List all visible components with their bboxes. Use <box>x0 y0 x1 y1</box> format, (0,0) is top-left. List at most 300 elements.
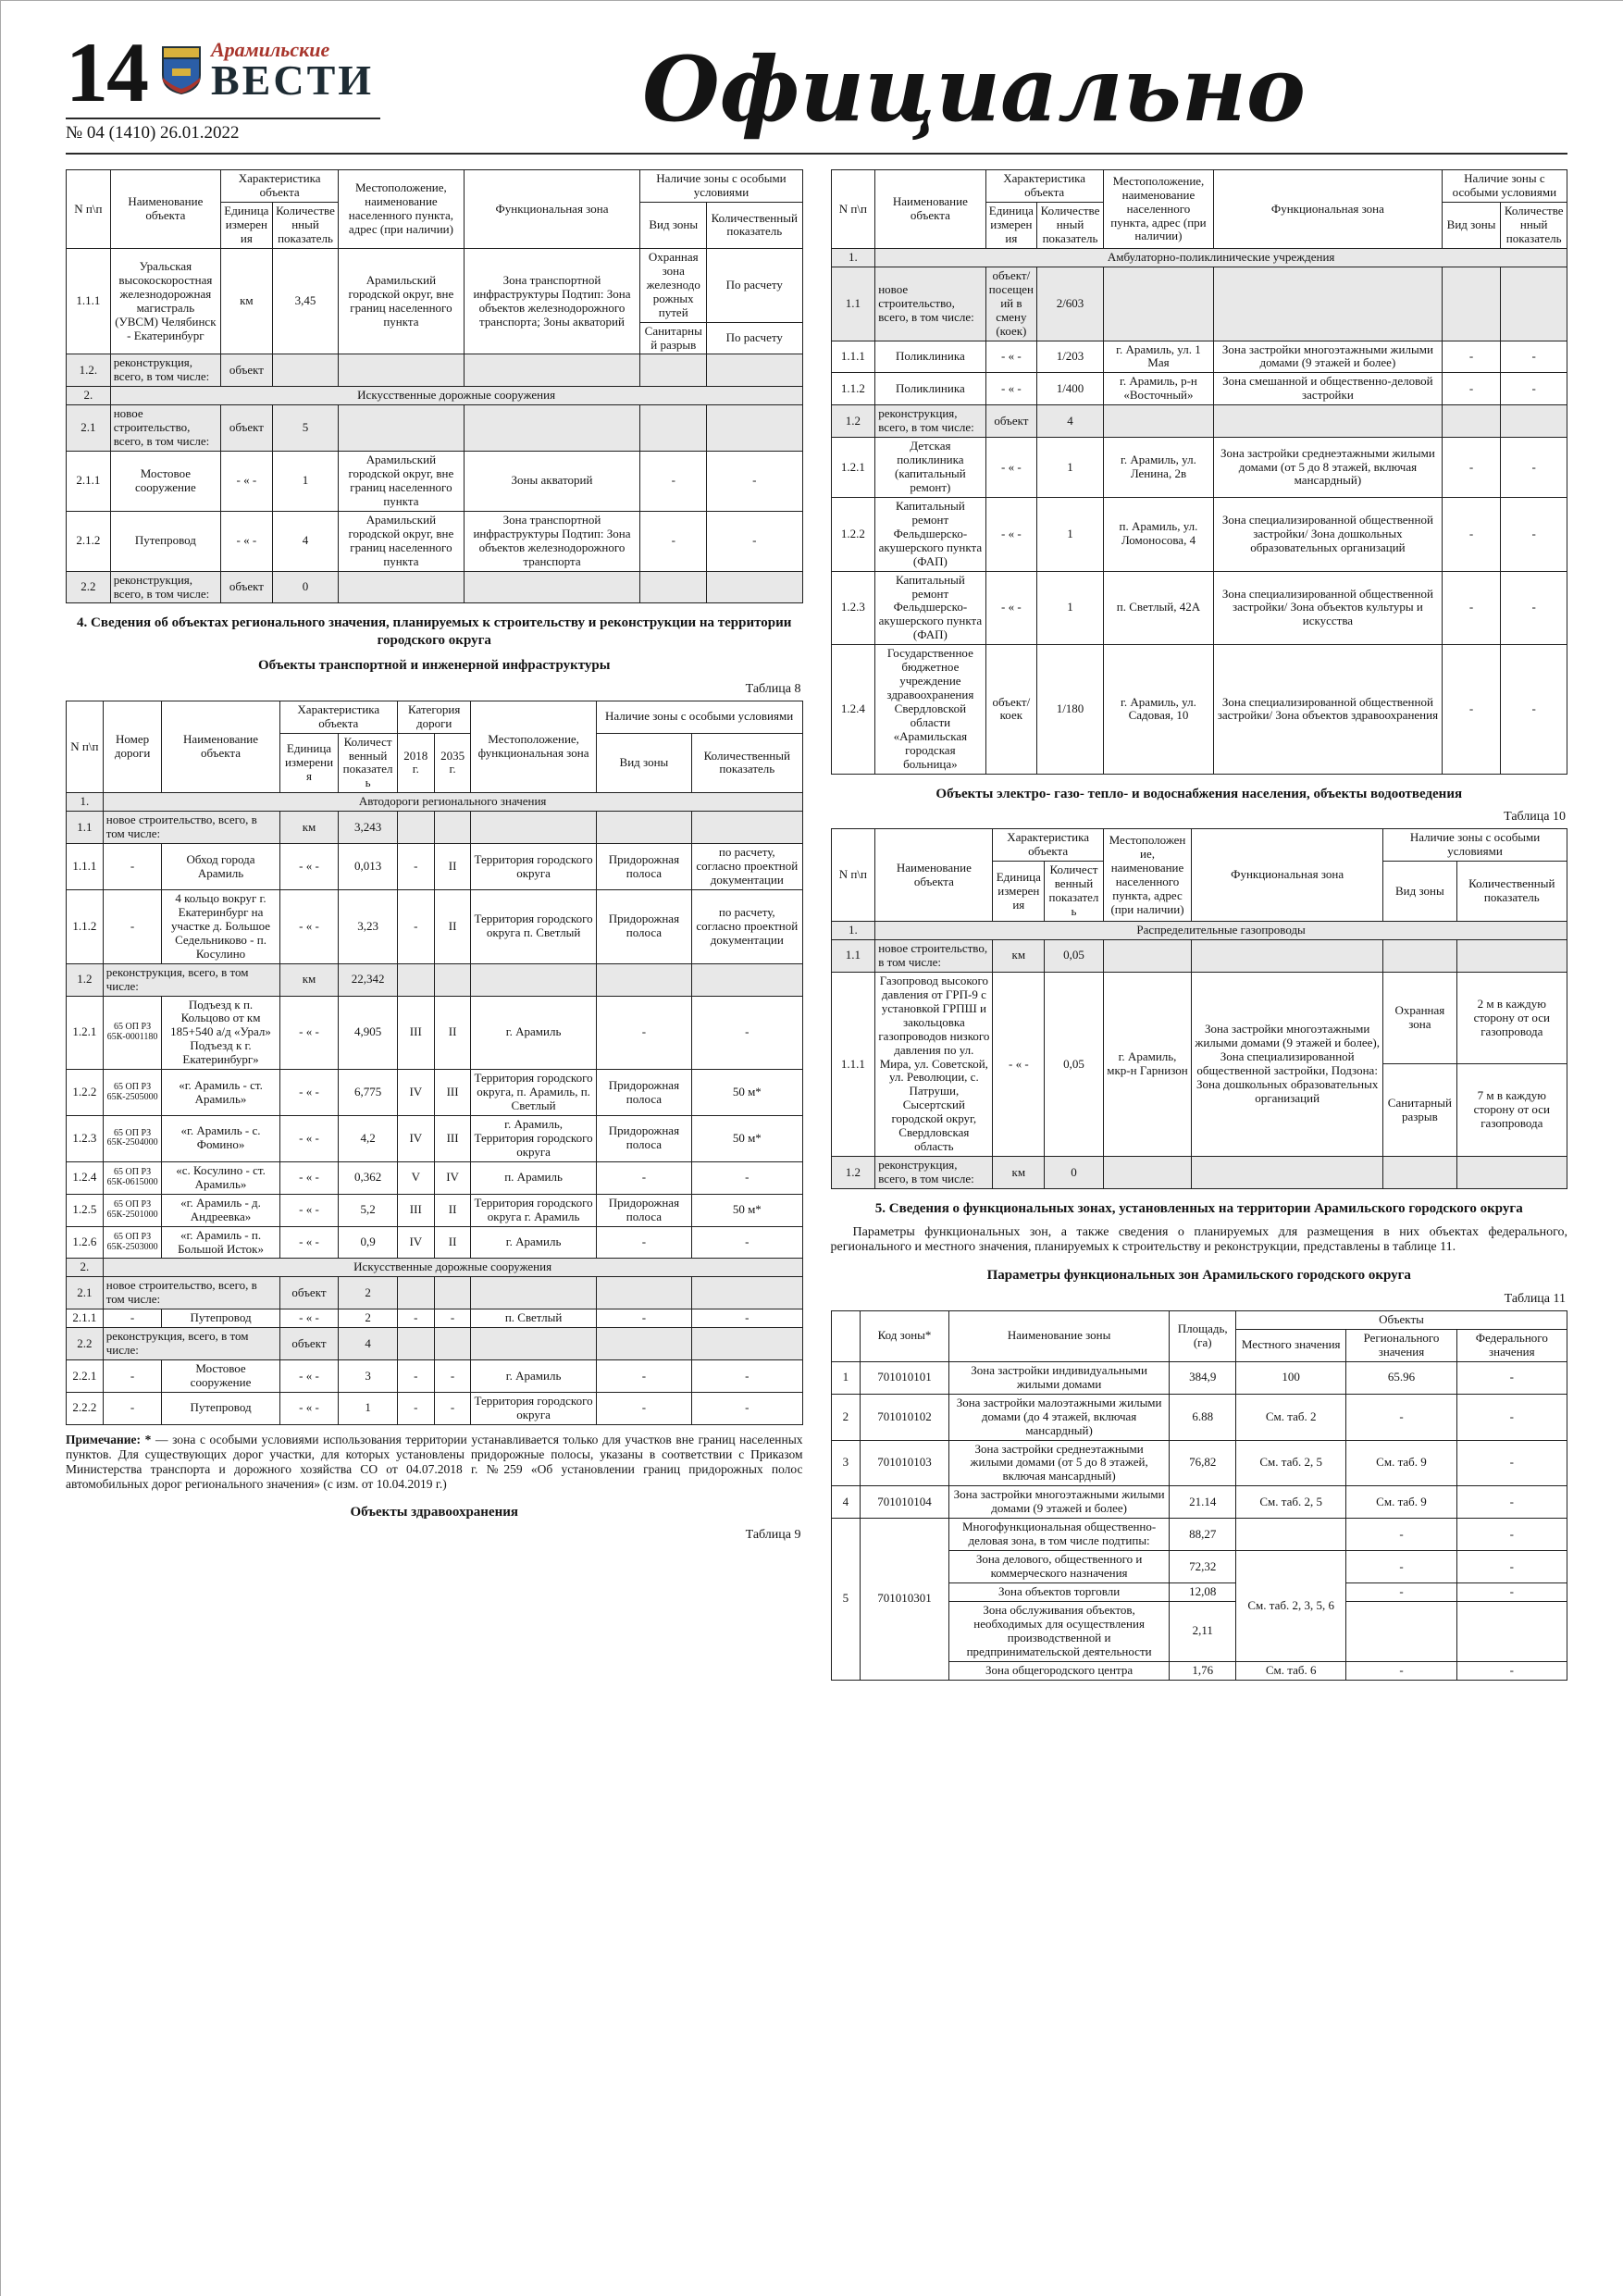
cell: Поликлиника <box>875 373 985 405</box>
cell: Охранная зона <box>1383 972 1457 1064</box>
cell: 1 <box>272 452 339 512</box>
header-cell: Вид зоны <box>1383 862 1457 922</box>
header-cell: Наименование объекта <box>875 170 985 249</box>
cell: IV <box>397 1116 434 1162</box>
cell: - « - <box>985 438 1037 498</box>
cell: Мостовое сооружение <box>110 452 220 512</box>
heading-zone-parameters: Параметры функциональных зон Арамильского городского округа <box>986 1268 1411 1284</box>
cell: «г. Арамиль - п. Большой Исток» <box>162 1226 279 1259</box>
cell: 65 ОП РЗ 65К-2504000 <box>103 1116 162 1162</box>
cell: - <box>103 1392 162 1424</box>
cell: 50 м* <box>692 1116 802 1162</box>
table-row <box>831 1440 1567 1486</box>
cell: Обход города Арамиль <box>162 844 279 890</box>
cell: Зона специализированной общественной застройки/ Зона объектов здравоохранения <box>1214 645 1443 774</box>
cell: 76,82 <box>1170 1440 1236 1486</box>
cell: Искусственные дорожные сооружения <box>103 1259 802 1277</box>
cell: п. Светлый <box>471 1309 596 1328</box>
cell: - <box>397 1309 434 1328</box>
cell: Придорожная полоса <box>596 844 691 890</box>
cell: объект/посещений в смену (коек) <box>985 267 1037 341</box>
cell: - <box>397 1360 434 1393</box>
cell: 2.2.2 <box>67 1392 104 1424</box>
header-cell <box>831 1311 861 1362</box>
header-cell: Количественный показатель <box>707 203 802 249</box>
cell: - <box>692 1309 802 1328</box>
cell <box>434 1328 471 1360</box>
cell: - <box>1501 373 1567 405</box>
table-row <box>831 341 1567 373</box>
cell: - <box>1442 645 1501 774</box>
cell: - <box>103 844 162 890</box>
cell: 1.2 <box>831 405 875 438</box>
cell: 2.1.1 <box>67 1309 104 1328</box>
table-row <box>831 922 1567 940</box>
paper-name-top: Арамильские <box>211 38 330 61</box>
cell <box>596 1328 691 1360</box>
section-5-paragraph: Параметры функциональных зон, а также сведения о планируемых для размещения в них объектах федерального, регионального и местного значения, планируемых к строительству и реконструкции, представлены в таблице 11. <box>830 1224 1567 1255</box>
cell: См. таб. 2, 5 <box>1236 1440 1346 1486</box>
cell: - « - <box>279 1226 339 1259</box>
table-row <box>831 1311 1567 1330</box>
cell: 21.14 <box>1170 1486 1236 1519</box>
cell: Зона объектов торговли <box>948 1582 1170 1601</box>
header-cell: N п\п <box>831 829 875 922</box>
cell <box>471 812 596 844</box>
cell: Зона обслуживания объектов, необходимых для осуществления производственной и предпринимательской деятельности <box>948 1601 1170 1661</box>
cell: - <box>434 1392 471 1424</box>
table-row <box>67 452 803 512</box>
header-cell: Наличие зоны с особыми условиями <box>1442 170 1567 203</box>
table-row <box>831 1361 1567 1394</box>
cell: п. Светлый, 42А <box>1103 571 1213 645</box>
cell <box>692 963 802 996</box>
table-row <box>67 1226 803 1259</box>
header-cell: Количественный показатель <box>1037 203 1104 249</box>
table-row <box>831 267 1567 341</box>
cell: III <box>397 1194 434 1226</box>
cell: 2 <box>339 1277 398 1309</box>
header-cell: Единица измерения <box>993 862 1045 922</box>
cell: Зона застройки многоэтажными жилыми домами (9 этажей и более) <box>1214 341 1443 373</box>
cell: 1.1.1 <box>67 844 104 890</box>
cell: - <box>692 1360 802 1393</box>
cell: новое строительство, всего, в том числе: <box>103 1277 279 1309</box>
table-row <box>67 1277 803 1309</box>
cell: - <box>1456 1394 1567 1440</box>
cell <box>397 1277 434 1309</box>
cell: Зона делового, общественного и коммерческого назначения <box>948 1551 1170 1583</box>
cell: «г. Арамиль - д. Андреевка» <box>162 1194 279 1226</box>
cell: - <box>1346 1519 1456 1551</box>
table-row <box>67 1194 803 1226</box>
cell: - <box>1442 497 1501 571</box>
cell: - <box>596 1360 691 1393</box>
cell: - <box>640 452 707 512</box>
cell: 5 <box>272 405 339 452</box>
header-cell: Категория дороги <box>397 701 471 733</box>
cell: 2.1 <box>67 405 111 452</box>
cell: объект <box>221 571 273 603</box>
cell: 4 <box>339 1328 398 1360</box>
cell: 5,2 <box>339 1194 398 1226</box>
data-table <box>831 169 1568 775</box>
logo-text <box>211 38 375 104</box>
cell: Зона застройки индивидуальными жилыми домами <box>948 1361 1170 1394</box>
cell <box>596 1277 691 1309</box>
cell: г. Арамиль <box>471 1360 596 1393</box>
table-8-roads <box>66 701 803 1425</box>
cell: 4,905 <box>339 996 398 1070</box>
cell: Зона специализированной общественной застройки/ Зона объектов культуры и искусства <box>1214 571 1443 645</box>
cell: г. Арамиль, ул. Садовая, 10 <box>1103 645 1213 774</box>
cell: 3 <box>339 1360 398 1393</box>
cell: - <box>397 889 434 963</box>
cell: III <box>434 1116 471 1162</box>
table-row <box>831 1519 1567 1551</box>
header-cell: Количественный показатель <box>272 203 339 249</box>
cell <box>707 354 802 387</box>
cell: Зона транспортной инфраструктуры Подтип: Зона объектов железнодорожного транспорта <box>464 511 640 571</box>
cell <box>471 1328 596 1360</box>
cell: 2 <box>339 1309 398 1328</box>
section-title: Официально <box>642 37 1306 142</box>
table-row <box>831 497 1567 571</box>
cell: 100 <box>1236 1361 1346 1394</box>
header-cell: Местного значения <box>1236 1329 1346 1361</box>
cell: - <box>1346 1582 1456 1601</box>
cell <box>640 354 707 387</box>
header-cell: Номер дороги <box>103 701 162 793</box>
header-cell: Количественный показатель <box>1456 862 1567 922</box>
cell: - « - <box>279 844 339 890</box>
cell: 1.1 <box>831 267 875 341</box>
cell <box>1214 405 1443 438</box>
table-row <box>831 373 1567 405</box>
footnote-text: — зона с особыми условиями использования территории устанавливается только для участков вне границ населенных пунктов. Для существующих дорог участки, для которых установлены придорожные полосы, указаны в соответствии с Приказом Министерства транспорта и дорожного хозяйства СО от 04.07.2018 г. №259 «Об установлении границ придорожных полос автомобильных дорог регионального значения» (с изм. от 10.04.2019 г.) <box>66 1432 803 1492</box>
table-row <box>831 972 1567 1064</box>
header-cell: Вид зоны <box>1442 203 1501 249</box>
cell: Газопровод высокого давления от ГРП-9 с установкой ГРПШ и закольцовка газопроводов низкого давления по ул. Мира, ул. Советской, ул. Революции, с. Патруши, Сысертский городской округ, Свердловская область <box>875 972 993 1156</box>
page-number: 14 <box>66 25 147 119</box>
cell <box>471 963 596 996</box>
data-table <box>66 701 803 1425</box>
header-cell: N п\п <box>67 701 104 793</box>
cell: объект <box>221 354 273 387</box>
newspaper-logo <box>160 38 375 104</box>
cell: 3,243 <box>339 812 398 844</box>
header-cell: Количественный показатель <box>1045 862 1104 922</box>
table-row <box>831 1157 1567 1189</box>
cell: - <box>692 1161 802 1194</box>
cell: Мостовое сооружение <box>162 1360 279 1393</box>
table-row <box>831 1394 1567 1440</box>
cell: Капитальный ремонт Фельдшерско-акушерского пункта (ФАП) <box>875 571 985 645</box>
cell: 1.1.1 <box>831 972 875 1156</box>
cell: 1.2. <box>67 354 111 387</box>
table-8-caption: Таблица 8 <box>745 681 801 696</box>
header-cell: Количественный показатель <box>1501 203 1567 249</box>
cell <box>596 812 691 844</box>
cell <box>434 812 471 844</box>
cell <box>464 405 640 452</box>
cell: Придорожная полоса <box>596 889 691 963</box>
header-cell: Код зоны* <box>861 1311 948 1362</box>
cell: 6,775 <box>339 1070 398 1116</box>
table-regional-objects-continued <box>66 169 803 603</box>
cell: по расчету, согласно проектной документации <box>692 889 802 963</box>
header-cell: Единица измерения <box>985 203 1037 249</box>
cell: 12,08 <box>1170 1582 1236 1601</box>
header-cell: Наличие зоны с особыми условиями <box>596 701 802 733</box>
table-row <box>831 645 1567 774</box>
cell: 1.1 <box>67 812 104 844</box>
cell <box>1456 1601 1567 1661</box>
cell: - <box>1456 1361 1567 1394</box>
cell: новое строительство, всего, в том числе: <box>103 812 279 844</box>
cell: 1.1.1 <box>831 341 875 373</box>
cell <box>1192 1157 1383 1189</box>
header-cell: Количественный показатель <box>692 733 802 793</box>
cell: Территория городского округа п. Светлый <box>471 889 596 963</box>
paper-name-bottom: ВЕСТИ <box>211 56 375 104</box>
cell: II <box>434 844 471 890</box>
cell: км <box>221 248 273 354</box>
cell: Многофункциональная общественно-деловая зона, в том числе подтипы: <box>948 1519 1170 1551</box>
cell: 65.96 <box>1346 1361 1456 1394</box>
cell: 65 ОП РЗ 65К-2503000 <box>103 1226 162 1259</box>
cell: 2.1.2 <box>67 511 111 571</box>
cell: Санитарный разрыв <box>640 322 707 354</box>
cell: Амбулаторно-поликлинические учреждения <box>875 248 1567 267</box>
cell: 65 ОП РЗ 65К-2501000 <box>103 1194 162 1226</box>
header-cell: Функциональная зона <box>1214 170 1443 249</box>
header-cell: Количественный показатель <box>339 733 398 793</box>
cell: 1 <box>1037 571 1104 645</box>
header-cell: Вид зоны <box>596 733 691 793</box>
cell: - <box>640 511 707 571</box>
cell <box>1192 940 1383 973</box>
cell: 1.2.6 <box>67 1226 104 1259</box>
cell: новое строительство, в том числе: <box>875 940 993 973</box>
cell: - « - <box>279 1360 339 1393</box>
cell: - « - <box>985 571 1037 645</box>
cell <box>434 1277 471 1309</box>
cell: - <box>1346 1551 1456 1583</box>
table-11-functional-zones <box>831 1310 1568 1681</box>
table-11-caption: Таблица 11 <box>1504 1292 1566 1307</box>
cell: 1/203 <box>1037 341 1104 373</box>
header-cell: Характеристика объекта <box>279 701 397 733</box>
cell <box>339 571 464 603</box>
header-cell: Функциональная зона <box>1192 829 1383 922</box>
cell: IV <box>434 1161 471 1194</box>
cell: объект <box>985 405 1037 438</box>
cell: 1.1.2 <box>67 889 104 963</box>
cell: - « - <box>279 1309 339 1328</box>
left-column <box>66 169 803 1546</box>
cell: 1/400 <box>1037 373 1104 405</box>
content-columns <box>66 169 1567 1680</box>
cell <box>692 1277 802 1309</box>
cell: Уральская высокоскоростная железнодорожная магистраль (УВСМ) Челябинск - Екатеринбург <box>110 248 220 354</box>
cell: 2.2 <box>67 571 111 603</box>
table-row <box>67 1161 803 1194</box>
cell: Зона застройки среднеэтажными жилыми домами (от 5 до 8 этажей, включая мансардный) <box>948 1440 1170 1486</box>
header-cell: Единица измерения <box>279 733 339 793</box>
cell: Придорожная полоса <box>596 1070 691 1116</box>
cell: Детская поликлиника (капитальный ремонт) <box>875 438 985 498</box>
cell <box>1456 940 1567 973</box>
cell <box>1501 267 1567 341</box>
header-cell: 2035 г. <box>434 733 471 793</box>
cell: - « - <box>279 1194 339 1226</box>
cell: - <box>1501 571 1567 645</box>
cell: - <box>596 1392 691 1424</box>
cell <box>1103 940 1191 973</box>
cell: 1.2.3 <box>67 1116 104 1162</box>
header-cell: Местоположение, наименование населенного пункта, адрес (при наличии) <box>339 170 464 249</box>
cell: - <box>1501 341 1567 373</box>
cell: - <box>1456 1661 1567 1680</box>
cell: 1. <box>831 248 875 267</box>
cell: 1.2.2 <box>831 497 875 571</box>
cell: Охранная зона железнодорожных путей <box>640 248 707 322</box>
cell <box>339 405 464 452</box>
masthead-row <box>66 25 380 119</box>
cell: 384,9 <box>1170 1361 1236 1394</box>
heading-transport-infrastructure: Объекты транспортной и инженерной инфраструктуры <box>258 657 611 673</box>
cell: 701010104 <box>861 1486 948 1519</box>
header-cell: Объекты <box>1236 1311 1567 1330</box>
header-cell: N п\п <box>831 170 875 249</box>
footnote <box>66 1433 803 1493</box>
cell: 2.2 <box>67 1328 104 1360</box>
cell: II <box>434 1226 471 1259</box>
table-row <box>831 248 1567 267</box>
cell: 0,9 <box>339 1226 398 1259</box>
data-table <box>831 828 1568 1189</box>
cell: км <box>279 812 339 844</box>
header-cell: Наименование зоны <box>948 1311 1170 1362</box>
cell: 2. <box>67 1259 104 1277</box>
cell: г. Арамиль, Территория городского округа <box>471 1116 596 1162</box>
cell <box>397 1328 434 1360</box>
cell: 4 кольцо вокруг г. Екатеринбург на участке д. Большое Седельниково - п. Косулино <box>162 889 279 963</box>
cell: 1.2.5 <box>67 1194 104 1226</box>
table-row <box>67 1360 803 1393</box>
table-row <box>67 996 803 1070</box>
cell: III <box>434 1070 471 1116</box>
table-row <box>67 511 803 571</box>
cell: 65 ОП РЗ 65К-0615000 <box>103 1161 162 1194</box>
cell: Территория городского округа г. Арамиль <box>471 1194 596 1226</box>
table-row <box>67 844 803 890</box>
header-cell: Наименование объекта <box>110 170 220 249</box>
cell: 1 <box>1037 438 1104 498</box>
cell: 1.1.2 <box>831 373 875 405</box>
header-cell: Единица измерения <box>221 203 273 249</box>
cell: п. Арамиль <box>471 1161 596 1194</box>
cell: II <box>434 996 471 1070</box>
cell: Арамильский городской округ, вне границ населенного пункта <box>339 452 464 512</box>
cell <box>640 405 707 452</box>
cell: - <box>1456 1582 1567 1601</box>
cell: - « - <box>279 996 339 1070</box>
header-cell: Наименование объекта <box>162 701 279 793</box>
cell: 1 <box>1037 497 1104 571</box>
cell <box>707 405 802 452</box>
cell: См. таб. 2, 3, 5, 6 <box>1236 1551 1346 1662</box>
cell: - <box>692 1226 802 1259</box>
cell: 2 <box>831 1394 861 1440</box>
cell: новое строительство, всего, в том числе: <box>110 405 220 452</box>
cell: - <box>103 1360 162 1393</box>
header-cell: Функциональная зона <box>464 170 640 249</box>
cell: 4,2 <box>339 1116 398 1162</box>
cell: реконструкция, всего, в том числе: <box>103 963 279 996</box>
cell: реконструкция, всего, в том числе: <box>103 1328 279 1360</box>
cell: 701010101 <box>861 1361 948 1394</box>
table-row <box>67 889 803 963</box>
cell: - <box>596 1161 691 1194</box>
cell: - <box>1456 1519 1567 1551</box>
cell: Территория городского округа, п. Арамиль, п. Светлый <box>471 1070 596 1116</box>
cell: - <box>596 996 691 1070</box>
cell: 3,45 <box>272 248 339 354</box>
cell: - « - <box>985 373 1037 405</box>
cell: 2 м в каждую сторону от оси газопровода <box>1456 972 1567 1064</box>
cell: 2.2.1 <box>67 1360 104 1393</box>
masthead <box>66 25 1567 155</box>
cell: Территория городского округа <box>471 844 596 890</box>
cell: См. таб. 2 <box>1236 1394 1346 1440</box>
cell: - <box>1346 1394 1456 1440</box>
cell <box>1103 405 1213 438</box>
header-cell: Площадь,(га) <box>1170 1311 1236 1362</box>
cell: Зона транспортной инфраструктуры Подтип: Зона объектов железнодорожного транспорта; Зоны акваторий <box>464 248 640 354</box>
cell: Искусственные дорожные сооружения <box>110 387 802 405</box>
cell: 50 м* <box>692 1070 802 1116</box>
cell: - « - <box>221 511 273 571</box>
cell: реконструкция, всего, в том числе: <box>110 354 220 387</box>
heading-section-5: 5. Сведения о функциональных зонах, установленных на территории Арамильского городского округа <box>874 1200 1523 1216</box>
cell: - <box>397 844 434 890</box>
table-row <box>67 701 803 733</box>
cell: «с. Косулино - ст. Арамиль» <box>162 1161 279 1194</box>
coat-of-arms-icon <box>160 44 203 96</box>
cell: г. Арамиль <box>471 1226 596 1259</box>
cell: Санитарный разрыв <box>1383 1064 1457 1157</box>
cell <box>1346 1601 1456 1661</box>
cell: 65 ОП РЗ 65К-2505000 <box>103 1070 162 1116</box>
header-cell: Вид зоны <box>640 203 707 249</box>
cell: Зона застройки многоэтажными жилыми домами (9 этажей и более) <box>948 1486 1170 1519</box>
cell: км <box>279 963 339 996</box>
cell: объект <box>279 1277 339 1309</box>
cell: по расчету, согласно проектной документации <box>692 844 802 890</box>
cell: - <box>1456 1440 1567 1486</box>
heading-utilities: Объекты электро- газо- тепло- и водоснабжения населения, объекты водоотведения <box>935 786 1463 801</box>
cell: «г. Арамиль - с. Фомино» <box>162 1116 279 1162</box>
cell: г. Арамиль, ул. Ленина, 2в <box>1103 438 1213 498</box>
cell: 72,32 <box>1170 1551 1236 1583</box>
table-row <box>831 405 1567 438</box>
cell: Зоны акваторий <box>464 452 640 512</box>
table-row <box>67 354 803 387</box>
cell: - « - <box>221 452 273 512</box>
table-row <box>831 571 1567 645</box>
